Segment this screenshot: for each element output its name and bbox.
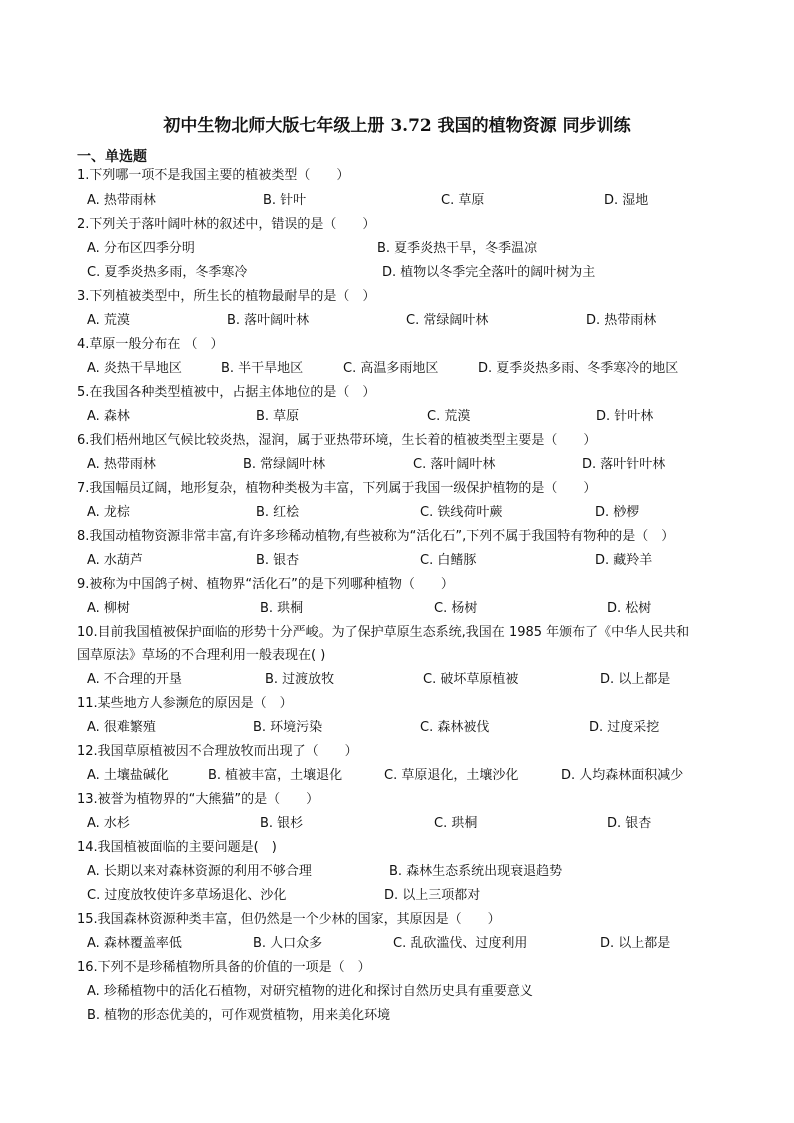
option: A. 荒漠 xyxy=(87,313,130,328)
option: B. 植被丰富，土壤退化 xyxy=(208,768,343,783)
option: A. 炎热干旱地区 xyxy=(87,361,182,376)
option: A. 森林覆盖率低 xyxy=(87,936,182,951)
question-stem: 4.草原一般分布在 （ ） xyxy=(77,337,224,352)
option: D. 热带雨林 xyxy=(586,313,657,328)
option: C. 乱砍滥伐、过度利用 xyxy=(393,936,528,951)
option: A. 很难繁殖 xyxy=(87,720,156,735)
option: C. 草原 xyxy=(441,193,485,208)
option: D. 藏羚羊 xyxy=(595,553,653,568)
option: D. 落叶针叶林 xyxy=(582,457,666,472)
option: C. 杨树 xyxy=(434,601,478,616)
option: A. 龙棕 xyxy=(87,505,130,520)
option: C. 夏季炎热多雨，冬季寒冷 xyxy=(87,265,248,280)
option: C. 铁线荷叶蕨 xyxy=(420,505,503,520)
option: D. 以上三项都对 xyxy=(384,888,481,903)
question-stem: 1.下列哪一项不是我国主要的植被类型（ ） xyxy=(77,168,350,183)
option: B. 森林生态系统出现衰退趋势 xyxy=(389,864,563,879)
question-stem: 5.在我国各种类型植被中，占据主体地位的是（ ） xyxy=(77,385,376,400)
option: C. 珙桐 xyxy=(434,816,478,831)
option: B. 针叶 xyxy=(263,193,307,208)
question-stem: 3.下列植被类型中，所生长的植物最耐旱的是（ ） xyxy=(77,289,376,304)
question-stem: 7.我国幅员辽阔，地形复杂，植物种类极为丰富，下列属于我国一级保护植物的是（ ） xyxy=(77,481,597,496)
question-stem: 14.我国植被面临的主要问题是( ) xyxy=(77,840,277,855)
option: D. 湿地 xyxy=(604,193,649,208)
question-stem: 10.目前我国植被保护面临的形势十分严峻。为了保护草原生态系统,我国在 1985 年颁布了《中华人民共和 xyxy=(77,625,690,640)
option: C. 荒漠 xyxy=(427,409,471,424)
question-stem: 15.我国森林资源种类丰富，但仍然是一个少林的国家，其原因是（ ） xyxy=(77,912,501,927)
option: C. 过度放牧使许多草场退化、沙化 xyxy=(87,888,287,903)
section-heading: 一、单选题 xyxy=(77,149,147,165)
question-stem: 8.我国动植物资源非常丰富,有许多珍稀动植物,有些被称为“活化石”,下列不属于我国特有物种的是（ ） xyxy=(77,529,675,544)
option: A. 柳树 xyxy=(87,601,130,616)
option: C. 高温多雨地区 xyxy=(343,361,439,376)
option: B. 过渡放牧 xyxy=(265,672,335,687)
option: B. 草原 xyxy=(256,409,300,424)
option: A. 水葫芦 xyxy=(87,553,143,568)
option: C. 破坏草原植被 xyxy=(423,672,519,687)
option: A. 水杉 xyxy=(87,816,130,831)
question-stem: 16.下列不是珍稀植物所具备的价值的一项是（ ） xyxy=(77,960,371,975)
option: B. 珙桐 xyxy=(260,601,304,616)
option: B. 银杏 xyxy=(256,553,300,568)
option: D. 银杏 xyxy=(607,816,652,831)
option: B. 人口众多 xyxy=(253,936,323,951)
option: A. 土壤盐碱化 xyxy=(87,768,169,783)
option: C. 落叶阔叶林 xyxy=(413,457,496,472)
option: A. 分布区四季分明 xyxy=(87,241,195,256)
option: C. 白鳍豚 xyxy=(420,553,477,568)
option: A. 长期以来对森林资源的利用不够合理 xyxy=(87,864,312,879)
option: B. 常绿阔叶林 xyxy=(243,457,326,472)
option: B. 半干旱地区 xyxy=(221,361,304,376)
question-stem: 11.某些地方人参濒危的原因是（ ） xyxy=(77,696,293,711)
option: D. 植物以冬季完全落叶的阔叶树为主 xyxy=(382,265,596,280)
option: D. 夏季炎热多雨、冬季寒冷的地区 xyxy=(478,361,679,376)
option: D. 松树 xyxy=(607,601,652,616)
option: C. 森林被伐 xyxy=(420,720,490,735)
option: A. 珍稀植物中的活化石植物，对研究植物的进化和探讨自然历史具有重要意义 xyxy=(87,984,533,999)
option: B. 银杉 xyxy=(260,816,304,831)
page-title: 初中生物北师大版七年级上册 3.72 我国的植物资源 同步训练 xyxy=(163,116,631,136)
option: C. 草原退化，土壤沙化 xyxy=(384,768,519,783)
option: C. 常绿阔叶林 xyxy=(406,313,489,328)
question-stem: 2.下列关于落叶阔叶林的叙述中，错误的是（ ） xyxy=(77,217,376,232)
question-stem-continued: 国草原法》草场的不合理利用一般表现在( ) xyxy=(77,648,326,663)
question-stem: 12.我国草原植被因不合理放牧而出现了（ ） xyxy=(77,744,358,759)
option: D. 以上都是 xyxy=(600,672,671,687)
option: A. 热带雨林 xyxy=(87,457,156,472)
question-stem: 9.被称为中国鸽子树、植物界“活化石”的是下列哪种植物（ ） xyxy=(77,577,454,592)
option: A. 森林 xyxy=(87,409,130,424)
option: B. 红桧 xyxy=(256,505,300,520)
option: B. 环境污染 xyxy=(253,720,323,735)
option: A. 不合理的开垦 xyxy=(87,672,182,687)
option: A. 热带雨林 xyxy=(87,193,156,208)
option: D. 人均森林面积减少 xyxy=(561,768,684,783)
option: D. 以上都是 xyxy=(600,936,671,951)
option: D. 针叶林 xyxy=(596,409,654,424)
question-stem: 6.我们梧州地区气候比较炎热，湿润，属于亚热带环境，生长着的植被类型主要是（ ） xyxy=(77,433,597,448)
option: B. 夏季炎热干旱，冬季温凉 xyxy=(377,241,538,256)
option: B. 落叶阔叶林 xyxy=(227,313,310,328)
option: B. 植物的形态优美的，可作观赏植物，用来美化环境 xyxy=(87,1008,391,1023)
option: D. 过度采挖 xyxy=(589,720,660,735)
question-stem: 13.被誉为植物界的“大熊猫”的是（ ） xyxy=(77,792,320,807)
option: D. 桫椤 xyxy=(595,505,640,520)
